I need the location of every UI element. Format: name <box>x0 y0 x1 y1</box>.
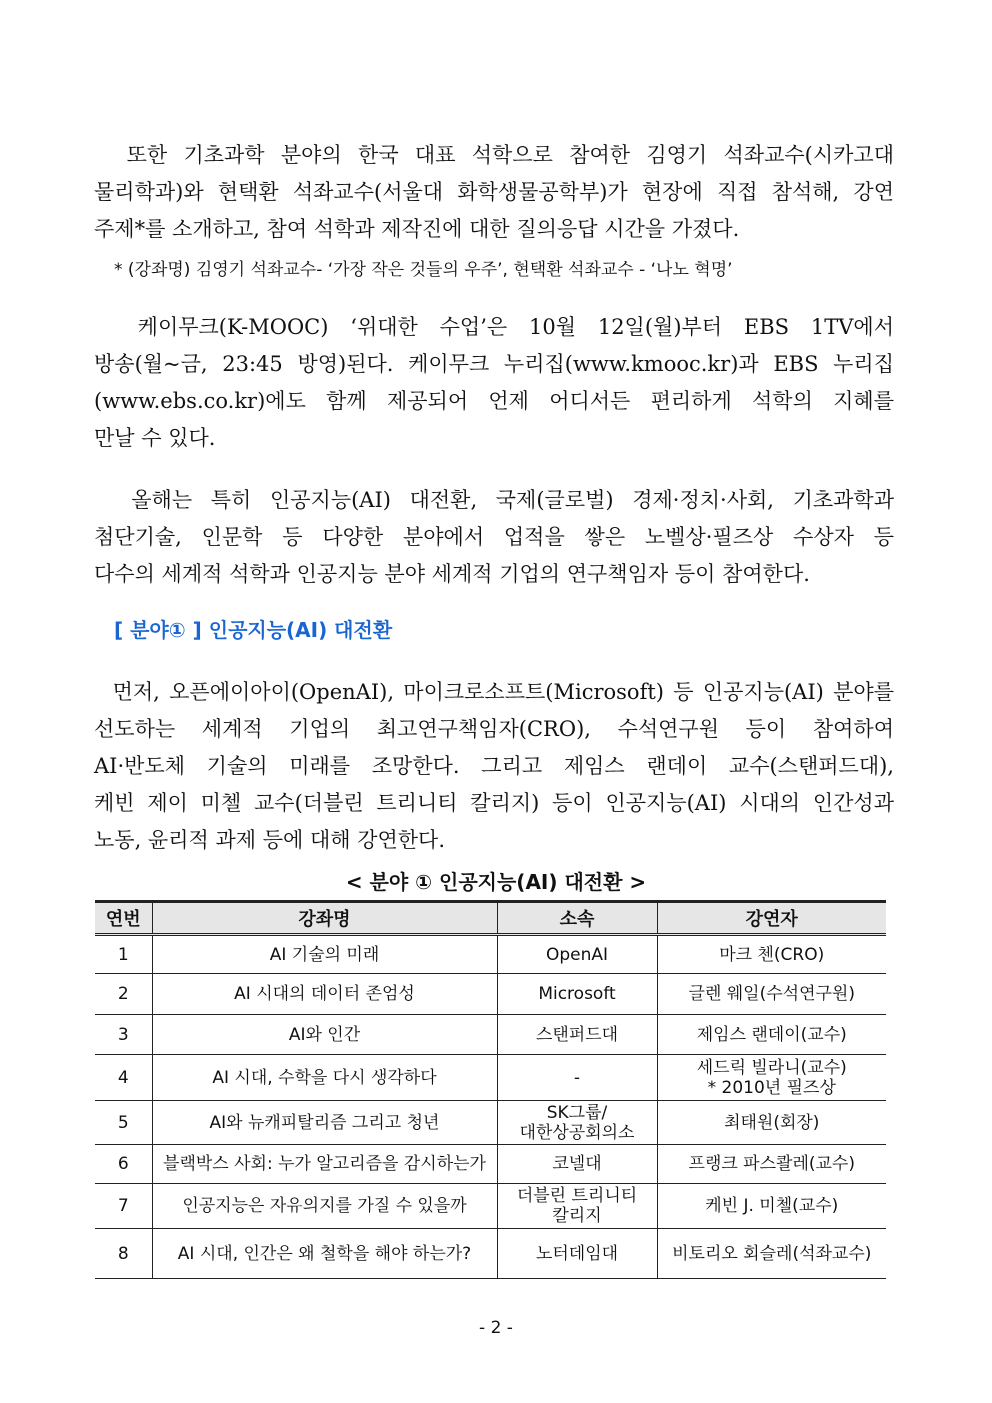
table-row <box>95 974 886 1015</box>
cell-row-number: 5 <box>95 1101 152 1145</box>
cell-row-number: 2 <box>95 974 152 1015</box>
cell-affiliation: 코넬대 <box>497 1145 657 1184</box>
table-row <box>95 1229 886 1279</box>
table-title: < 분야 ① 인공지능(AI) 대전환 > <box>345 870 647 894</box>
cell-affiliation: - <box>497 1055 657 1101</box>
paragraph-line: 만날 수 있다. <box>94 426 216 450</box>
cell-speaker: 글렌 웨일(수석연구원) <box>657 974 886 1015</box>
paragraph-line: 또한 기초과학 분야의 한국 대표 석학으로 참여한 김영기 석좌교수(시카고대 <box>94 143 894 167</box>
paragraph-line: 노동, 윤리적 과제 등에 대해 강연한다. <box>94 828 446 852</box>
paragraph-ai-overview <box>94 674 894 859</box>
cell-row-number: 6 <box>95 1145 152 1184</box>
cell-speaker: 세드릭 빌라니(교수) * 2010년 필즈상 <box>657 1055 886 1101</box>
cell-lecture-title: 블랙박스 사회: 누가 알고리즘을 감시하는가 <box>152 1145 497 1184</box>
table-row <box>95 1101 886 1145</box>
paragraph-line: 케빈 제이 미첼 교수(더블린 트리니티 칼리지) 등이 인공지능(AI) 시대의 인간성과 <box>94 791 894 815</box>
cell-affiliation: 노터데임대 <box>497 1229 657 1279</box>
cell-speaker: 비토리오 회슬레(석좌교수) <box>657 1229 886 1279</box>
footnote: * (강좌명) 김영기 석좌교수- ‘가장 작은 것들의 우주’, 현택환 석좌교수 - ‘나노 혁명’ <box>114 260 733 280</box>
cell-speaker: 제임스 랜데이(교수) <box>657 1015 886 1055</box>
cell-speaker: 마크 첸(CRO) <box>657 935 886 974</box>
table-row <box>95 1184 886 1229</box>
paragraph-guest-professors <box>94 137 894 248</box>
paragraph-line: 방송(월~금, 23:45 방영)된다. 케이무크 누리집(www.kmooc.kr)과 EBS 누리집 <box>94 352 894 376</box>
cell-lecture-title: AI와 뉴캐피탈리즘 그리고 청년 <box>152 1101 497 1145</box>
table-body <box>95 935 886 1279</box>
cell-lecture-title: AI와 인간 <box>152 1015 497 1055</box>
section-heading: [ 분야① ] 인공지능(AI) 대전환 <box>114 618 393 642</box>
cell-row-number: 7 <box>95 1184 152 1229</box>
table-row <box>95 1015 886 1055</box>
cell-speaker: 최태원(회장) <box>657 1101 886 1145</box>
paragraph-line: 물리학과)와 현택환 석좌교수(서울대 화학생물공학부)가 현장에 직접 참석해, 강연 <box>94 180 894 204</box>
paragraph-line: 케이무크(K-MOOC) ‘위대한 수업’은 10월 12일(월)부터 EBS 1TV에서 <box>94 315 894 339</box>
cell-affiliation: SK그룹/ 대한상공회의소 <box>497 1101 657 1145</box>
paragraph-line: AI·반도체 기술의 미래를 조망한다. 그리고 제임스 랜데이 교수(스탠퍼드대), <box>94 754 894 778</box>
header-cell-affiliation: 소속 <box>497 902 657 935</box>
paragraph-line: 다수의 세계적 석학과 인공지능 분야 세계적 기업의 연구책임자 등이 참여한다. <box>94 562 810 586</box>
paragraph-participants <box>94 482 894 593</box>
paragraph-line: 올해는 특히 인공지능(AI) 대전환, 국제(글로벌) 경제·정치·사회, 기초과학과 <box>94 488 894 512</box>
header-cell-lecture: 강좌명 <box>152 902 497 935</box>
paragraph-line: 먼저, 오픈에이아이(OpenAI), 마이크로소프트(Microsoft) 등 인공지능(AI) 분야를 <box>94 680 894 704</box>
cell-speaker: 프랭크 파스콸레(교수) <box>657 1145 886 1184</box>
table-row <box>95 935 886 974</box>
cell-affiliation: OpenAI <box>497 935 657 974</box>
cell-lecture-title: AI 시대, 수학을 다시 생각하다 <box>152 1055 497 1101</box>
cell-affiliation: Microsoft <box>497 974 657 1015</box>
paragraph-line: (www.ebs.co.kr)에도 함께 제공되어 언제 어디서든 편리하게 석학의 지혜를 <box>94 389 894 413</box>
cell-speaker: 케빈 J. 미첼(교수) <box>657 1184 886 1229</box>
cell-lecture-title: 인공지능은 자유의지를 가질 수 있을까 <box>152 1184 497 1229</box>
header-cell-number: 연번 <box>95 902 152 935</box>
cell-row-number: 8 <box>95 1229 152 1279</box>
paragraph-broadcast <box>94 309 894 457</box>
table-header-row <box>95 902 886 935</box>
table-row <box>95 1145 886 1184</box>
cell-row-number: 1 <box>95 935 152 974</box>
header-cell-speaker: 강연자 <box>657 902 886 935</box>
paragraph-line: 선도하는 세계적 기업의 최고연구책임자(CRO), 수석연구원 등이 참여하여 <box>94 717 894 741</box>
cell-lecture-title: AI 시대, 인간은 왜 철학을 해야 하는가? <box>152 1229 497 1279</box>
paragraph-line: 첨단기술, 인문학 등 다양한 분야에서 업적을 쌓은 노벨상·필즈상 수상자 등 <box>94 525 894 549</box>
cell-affiliation: 더블린 트리니티 칼리지 <box>497 1184 657 1229</box>
cell-affiliation: 스탠퍼드대 <box>497 1015 657 1055</box>
page-number: - 2 - <box>479 1318 513 1338</box>
cell-row-number: 4 <box>95 1055 152 1101</box>
table-row <box>95 1055 886 1101</box>
cell-lecture-title: AI 시대의 데이터 존엄성 <box>152 974 497 1015</box>
cell-row-number: 3 <box>95 1015 152 1055</box>
lecture-table <box>95 900 886 1279</box>
cell-lecture-title: AI 기술의 미래 <box>152 935 497 974</box>
paragraph-line: 주제*를 소개하고, 참여 석학과 제작진에 대한 질의응답 시간을 가졌다. <box>94 217 740 241</box>
